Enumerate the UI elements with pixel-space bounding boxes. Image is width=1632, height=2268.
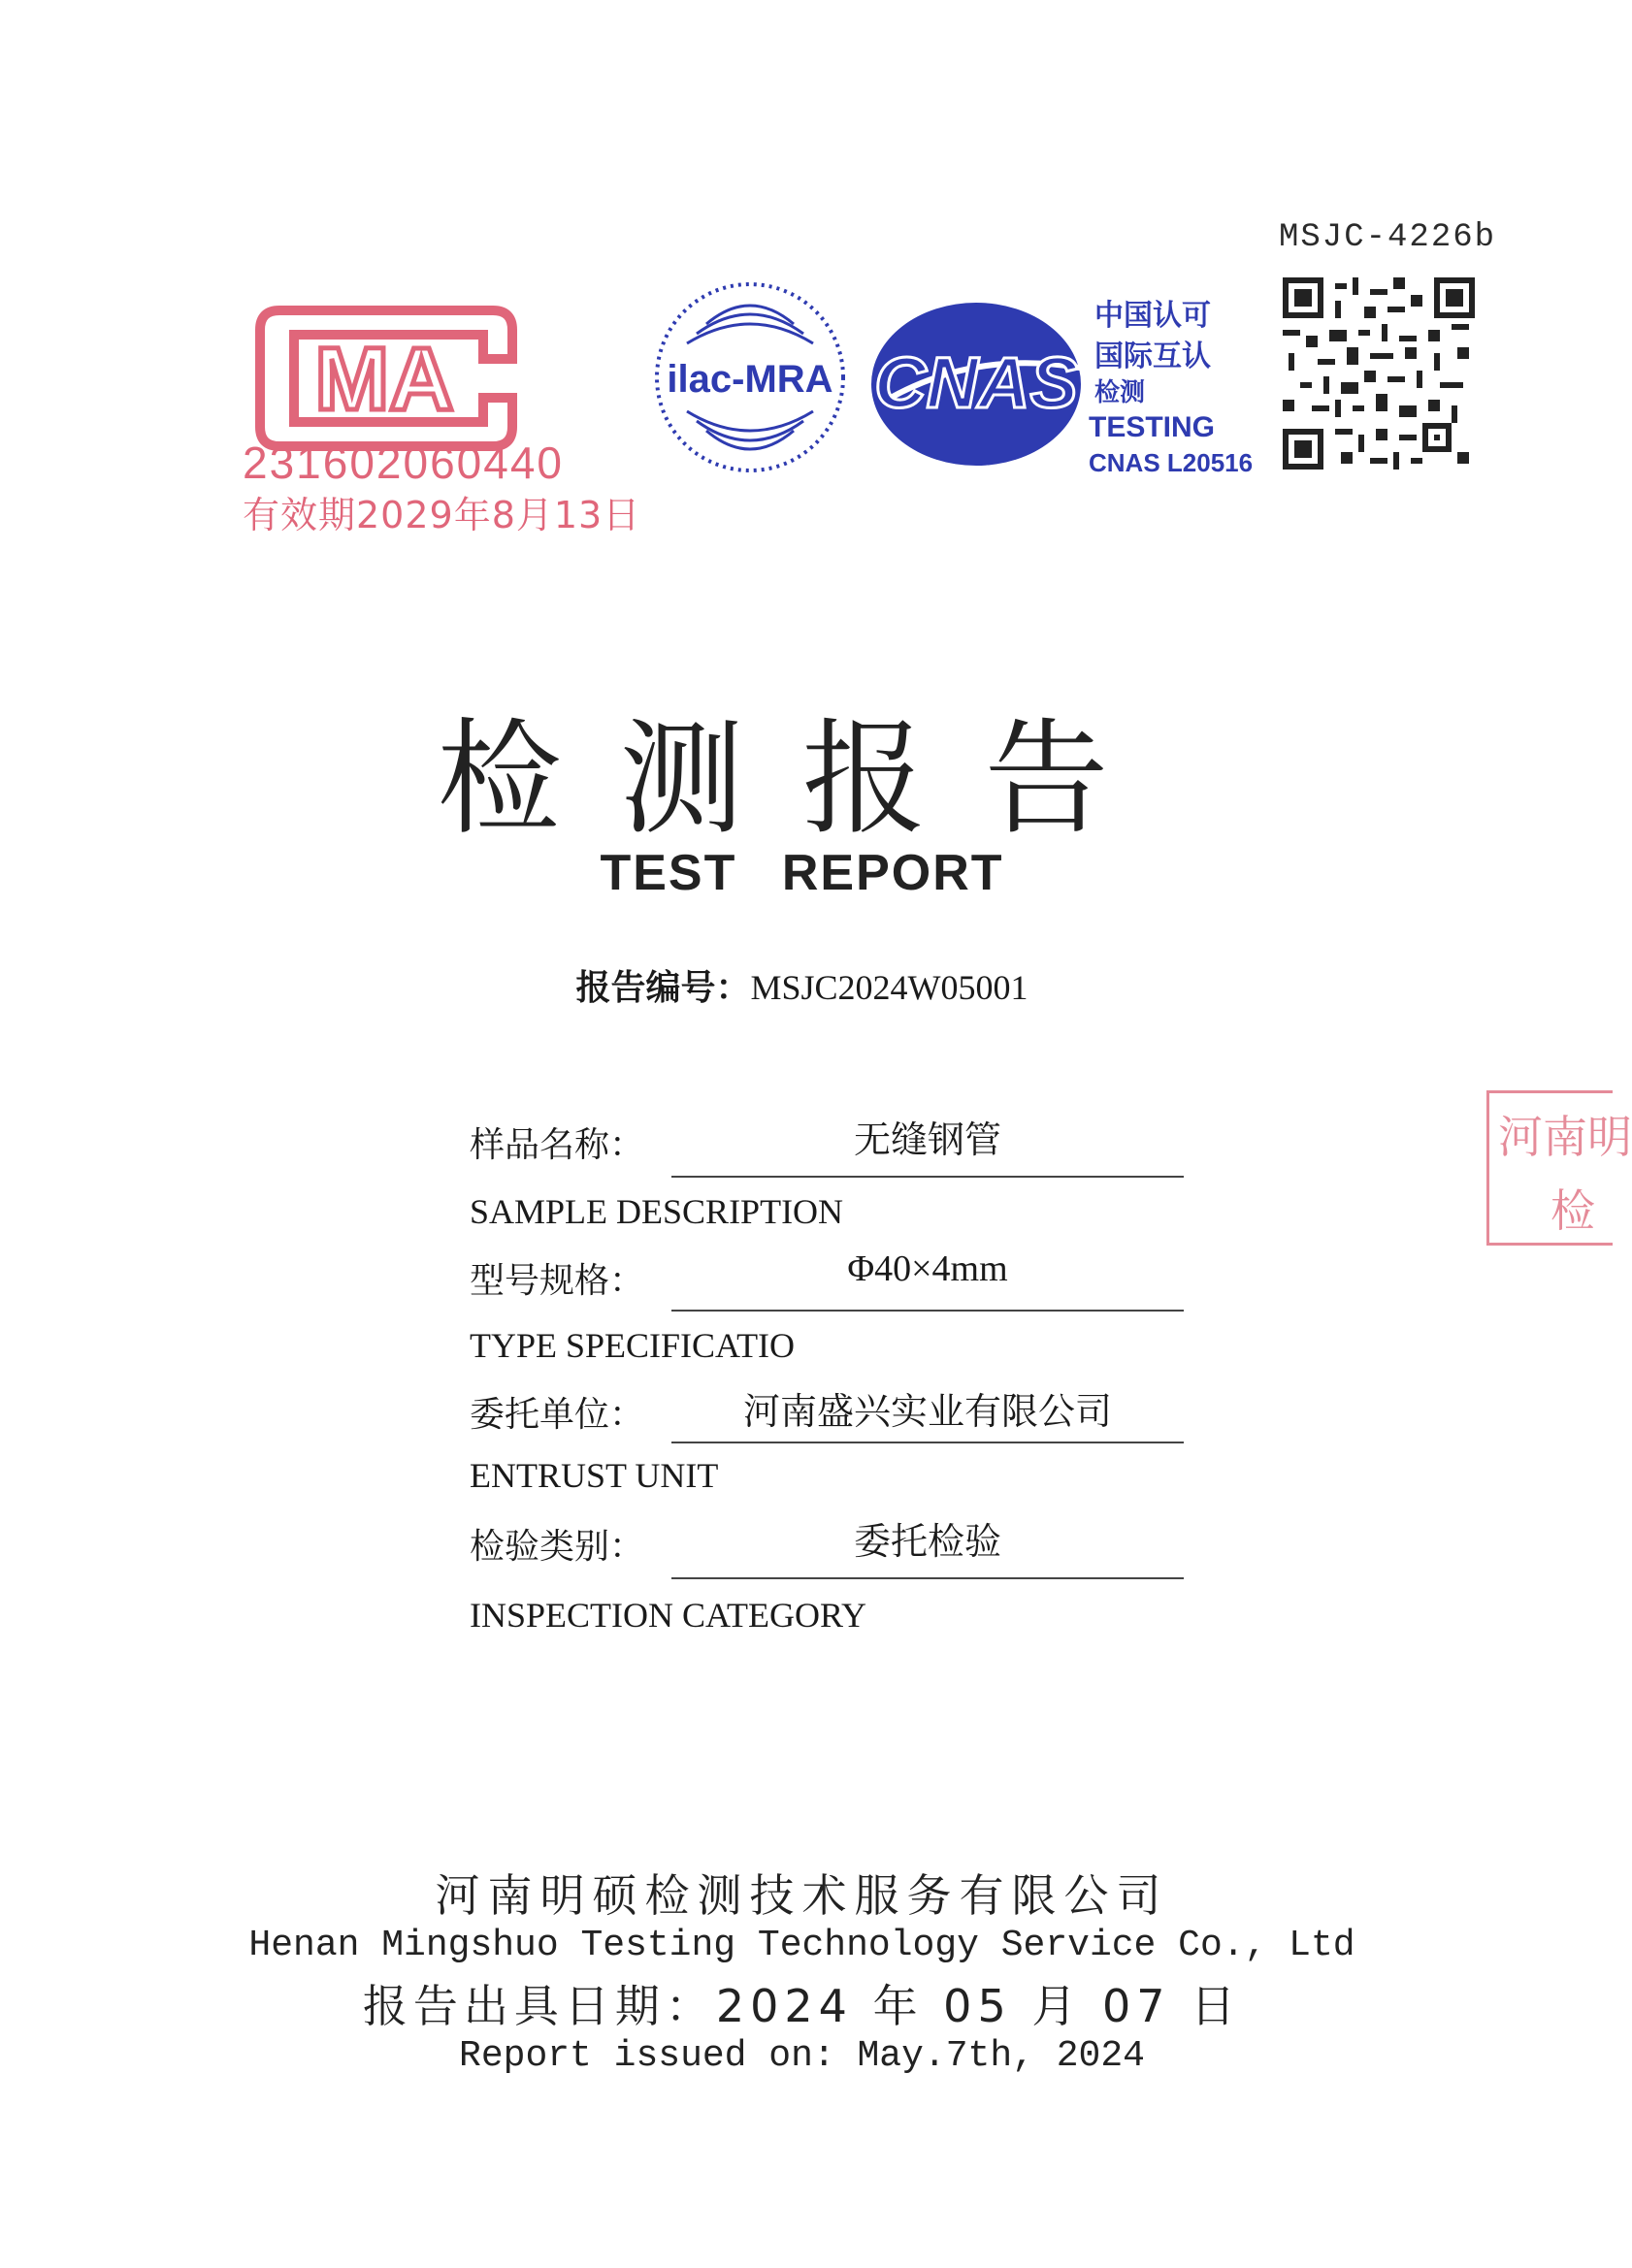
model-spec-underline: [671, 1310, 1184, 1312]
company-seal-text-line1: 河南明: [1498, 1111, 1632, 1163]
inspection-category-value: 委托检验: [853, 1520, 1001, 1563]
issue-date-en: Report issued on: May.7th, 2024: [459, 2035, 1145, 2077]
document-code: MSJC-4226b: [1279, 219, 1497, 256]
inspection-category-label-en: INSPECTION CATEGORY: [470, 1596, 867, 1635]
report-number-label: 报告编号：: [575, 968, 751, 1008]
company-name-cn: 河南明硕检测技术服务有限公司: [435, 1869, 1169, 1922]
report-number: [0, 960, 1604, 1010]
sample-name-label: 样品名称：: [470, 1125, 645, 1165]
page-title-cn: 检测报告: [437, 707, 1167, 852]
cma-logo-text: MA: [314, 330, 454, 429]
ilac-mra-logo: [648, 275, 852, 479]
entrust-unit-label-cn: 委托单位：: [470, 1395, 645, 1435]
qr-code-icon[interactable]: [1283, 277, 1475, 470]
ilac-logo-text: ilac-MRA: [667, 358, 833, 401]
entrust-unit-value: 河南盛兴实业有限公司: [742, 1390, 1112, 1433]
entrust-unit-label-en: ENTRUST UNIT: [470, 1456, 719, 1495]
company-name-en: Henan Mingshuo Testing Technology Service Co., Ltd: [248, 1925, 1355, 1966]
cnas-label-line3: 检测: [1094, 378, 1146, 407]
inspection-category-underline: [671, 1577, 1184, 1579]
cnas-label-testing: TESTING: [1089, 411, 1216, 443]
sample-name-underline: [671, 1176, 1184, 1178]
sample-description-label: SAMPLE DESCRIPTION: [470, 1192, 844, 1231]
cnas-label-line2: 国际互认: [1094, 340, 1211, 373]
page-title-en: TEST REPORT: [600, 845, 1004, 901]
issue-date-cn: 报告出具日期：2024 年 05 月 07 日: [362, 1980, 1242, 2032]
cnas-accreditation-number: CNAS L20516: [1089, 448, 1254, 477]
entrust-unit-underline: [671, 1442, 1184, 1443]
report-number-value: MSJC2024W05001: [750, 968, 1028, 1007]
cma-number: 231602060440: [243, 437, 564, 488]
cnas-logo: [862, 291, 1094, 470]
sample-name-value: 无缝钢管: [853, 1118, 1001, 1161]
type-specification-label: TYPE SPECIFICATIO: [470, 1326, 796, 1365]
inspection-category-label-cn: 检验类别：: [470, 1527, 645, 1567]
model-spec-value: Φ40×4mm: [847, 1248, 1008, 1289]
cma-validity: 有效期2029年8月13日: [243, 494, 641, 536]
company-seal-text-line2: 检: [1550, 1184, 1595, 1237]
cnas-label-line1: 中国认可: [1094, 299, 1211, 333]
model-spec-label: 型号规格：: [470, 1261, 645, 1301]
cnas-logo-text: CNAS: [874, 342, 1078, 423]
